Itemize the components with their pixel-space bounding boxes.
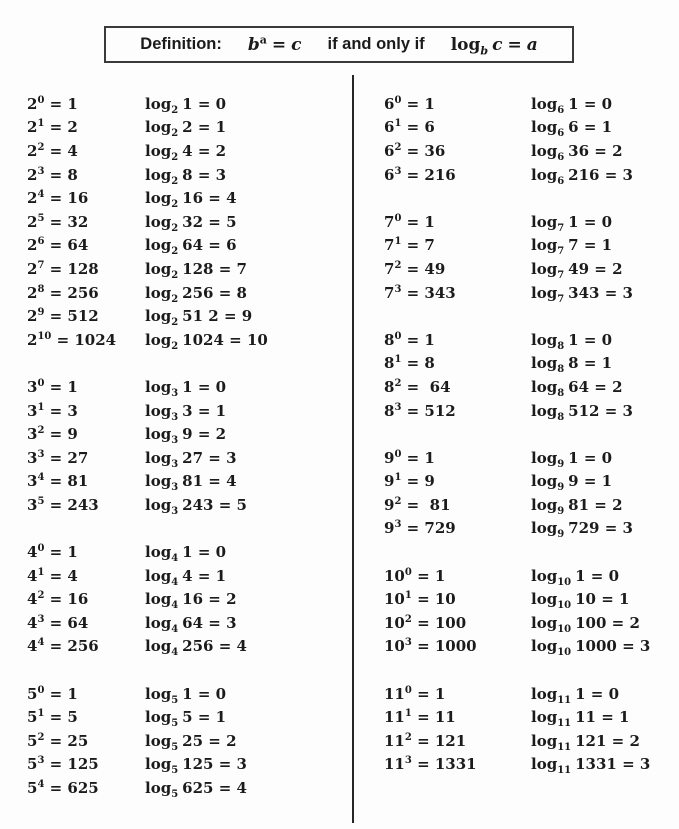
- log-equation: $\log_4 256 = 4$: [145, 637, 247, 659]
- log-equation: $\log_2 51$ 2 = 9: [145, 307, 253, 329]
- log-equation: $\log_9 729 = 3$: [531, 519, 633, 541]
- equation-row: [27, 210, 352, 234]
- equation-row: [384, 753, 679, 777]
- log-equation: $\log_6 216 = 3$: [531, 165, 633, 187]
- power-equation: $7^1 = 7$: [384, 236, 435, 255]
- power-equation: $8^0 = 1$: [384, 330, 435, 349]
- power-equation: $3^3 = 27$: [27, 448, 89, 467]
- equation-row: [384, 92, 679, 116]
- log-equation: $\log_2 128 = 7$: [145, 259, 247, 281]
- power-equation: $9^2 = 81$: [384, 495, 451, 514]
- equation-row: [27, 234, 352, 258]
- equation-row: [384, 210, 679, 234]
- equation-row: [384, 328, 679, 352]
- power-equation: $5^4 = 625$: [27, 779, 99, 798]
- equation-row: [27, 470, 352, 494]
- power-equation: $4^1 = 4$: [27, 566, 78, 585]
- power-equation: $2^3 = 8$: [27, 165, 78, 184]
- power-equation: $9^0 = 1$: [384, 448, 435, 467]
- equation-row: [27, 328, 352, 352]
- equation-row: [27, 729, 352, 753]
- power-equation: $4^0 = 1$: [27, 543, 78, 562]
- log-equation: $\log_3 243 = 5$: [145, 495, 247, 517]
- equation-row: [27, 611, 352, 635]
- log-equation: $\log_4 1 = 0$: [145, 543, 227, 565]
- log-equation: $\log_{10} 10 = 1$: [531, 590, 630, 612]
- equation-row: [384, 517, 679, 541]
- equation-row: [27, 257, 352, 281]
- equation-row: [27, 587, 352, 611]
- equation-row: [27, 281, 352, 305]
- equation-row: [384, 116, 679, 140]
- power-equation: $3^1 = 3$: [27, 401, 78, 420]
- log-equation: $\log_7 7 = 1$: [531, 236, 613, 258]
- equation-row: [384, 635, 679, 659]
- power-equation: $2^7 = 128$: [27, 259, 99, 278]
- log-equation: $\log_7 1 = 0$: [531, 212, 613, 234]
- power-equation: $10^1 = 10$: [384, 590, 456, 609]
- log-equation: $\log_3 81 = 4$: [145, 472, 237, 494]
- log-equation: $\log_2 256 = 8$: [145, 283, 247, 305]
- equation-row: [27, 446, 352, 470]
- log-equation: $\log_{11} 121 = 2$: [531, 731, 640, 753]
- power-equation: $10^3 = 1000$: [384, 637, 477, 656]
- log-argument: c: [492, 34, 503, 55]
- power-equation: $9^1 = 9$: [384, 472, 435, 491]
- equation-row: [384, 564, 679, 588]
- equation-row: [27, 92, 352, 116]
- power-equation: $11^0 = 1$: [384, 684, 446, 703]
- power-formula: [247, 32, 302, 55]
- log-equation: $\log_{11} 1331 = 3$: [531, 755, 651, 777]
- log-equation: $\log_2 32 = 5$: [145, 212, 237, 234]
- log-equation: $\log_{11} 11 = 1$: [531, 708, 630, 730]
- equation-row: [27, 776, 352, 800]
- power-equation: $2^6 = 64$: [27, 236, 89, 255]
- equation-row: [384, 682, 679, 706]
- log-equation: $\log_2 64 = 6$: [145, 236, 237, 258]
- log-equation: $\log_{10} 100 = 2$: [531, 613, 640, 635]
- power-equation: $8^2 = 64$: [384, 377, 451, 396]
- left-column: [0, 75, 352, 823]
- right-column: [354, 75, 679, 823]
- equation-row: [27, 163, 352, 187]
- equation-row: [27, 139, 352, 163]
- log-equation: $\log_8 64 = 2$: [531, 377, 623, 399]
- equation-row: [384, 163, 679, 187]
- equation-row: [384, 446, 679, 470]
- power-equation: $2^1 = 2$: [27, 118, 78, 137]
- log-equation: $\log_{10} 1 = 0$: [531, 566, 620, 588]
- equation-row: [384, 705, 679, 729]
- equation-row: [27, 635, 352, 659]
- power-equation: $11^3 = 1331$: [384, 755, 477, 774]
- log-equation: $\log_6 36 = 2$: [531, 141, 623, 163]
- equation-row: [384, 611, 679, 635]
- equation-row: [384, 352, 679, 376]
- log-equation: $\log_{11} 1 = 0$: [531, 684, 620, 706]
- log-equation: $\log_{10} 1000 = 3$: [531, 637, 651, 659]
- log-equation: $\log_3 1 = 0$: [145, 377, 227, 399]
- power-equation: $4^4 = 256$: [27, 637, 99, 656]
- equals-sign: =: [271, 34, 287, 55]
- equation-row: [384, 587, 679, 611]
- equation-row: [384, 257, 679, 281]
- power-equation: $5^1 = 5$: [27, 708, 78, 727]
- power-equation: $9^3 = 729$: [384, 519, 456, 538]
- log-equation: $\log_4 4 = 1$: [145, 566, 227, 588]
- power-equation: $5^3 = 125$: [27, 755, 99, 774]
- log-value: a: [526, 34, 538, 55]
- equation-row: [27, 422, 352, 446]
- log-equation: $\log_5 625 = 4$: [145, 779, 247, 801]
- equation-row: [27, 375, 352, 399]
- power-value: c: [291, 34, 302, 55]
- power-equation: $3^2 = 9$: [27, 425, 78, 444]
- log-equation: $\log_5 1 = 0$: [145, 684, 227, 706]
- power-equation: $4^2 = 16$: [27, 590, 89, 609]
- log-equation: $\log_5 125 = 3$: [145, 755, 247, 777]
- equation-row: [27, 705, 352, 729]
- power-equation: $7^2 = 49$: [384, 259, 446, 278]
- power-equation: $10^0 = 1$: [384, 566, 446, 585]
- log-word: log: [450, 34, 481, 55]
- log-equation: $\log_3 27 = 3$: [145, 448, 237, 470]
- equation-row: [27, 540, 352, 564]
- power-equation: $6^2 = 36$: [384, 141, 446, 160]
- power-equation: $6^3 = 216$: [384, 165, 456, 184]
- power-equation: $8^1 = 8$: [384, 354, 435, 373]
- equation-row: [27, 493, 352, 517]
- equation-row: [27, 399, 352, 423]
- equation-row: [384, 234, 679, 258]
- log-equation: $\log_3 3 = 1$: [145, 401, 227, 423]
- log-equation: $\log_2 1 = 0$: [145, 94, 227, 116]
- log-equation: $\log_6 6 = 1$: [531, 118, 613, 140]
- power-equation: $6^0 = 1$: [384, 94, 435, 113]
- power-equation: $3^4 = 81$: [27, 472, 89, 491]
- log-equation: $\log_9 1 = 0$: [531, 448, 613, 470]
- log-equation: $\log_5 5 = 1$: [145, 708, 227, 730]
- log-table: [0, 75, 679, 823]
- equation-row: [384, 281, 679, 305]
- definition-box: [104, 26, 574, 63]
- power-equation: $2^2 = 4$: [27, 141, 78, 160]
- equation-row: [27, 564, 352, 588]
- log-equation: $\log_7 343 = 3$: [531, 283, 633, 305]
- power-equation: $7^3 = 343$: [384, 283, 456, 302]
- power-equation: $2^{10} = 1024$: [27, 330, 117, 349]
- power-equation: $3^0 = 1$: [27, 377, 78, 396]
- power-equation: $11^2 = 121$: [384, 731, 467, 750]
- power-equation: $4^3 = 64$: [27, 613, 89, 632]
- equation-row: [27, 753, 352, 777]
- log-equation: $\log_5 25 = 2$: [145, 731, 237, 753]
- log-equation: $\log_2 2 = 1$: [145, 118, 227, 140]
- log-equation: $\log_9 81 = 2$: [531, 495, 623, 517]
- power-equation: $6^1 = 6$: [384, 118, 435, 137]
- power-equation: $11^1 = 11$: [384, 708, 456, 727]
- power-equation: $5^2 = 25$: [27, 731, 89, 750]
- power-equation: $3^5 = 243$: [27, 495, 99, 514]
- power-equation: $7^0 = 1$: [384, 212, 435, 231]
- equation-row: [384, 493, 679, 517]
- power-equation: $2^9 = 512$: [27, 307, 99, 326]
- equation-row: [384, 470, 679, 494]
- log-equation: $\log_6 1 = 0$: [531, 94, 613, 116]
- log-equation: $\log_8 8 = 1$: [531, 354, 613, 376]
- log-equation: $\log_3 9 = 2$: [145, 425, 227, 447]
- log-equation: $\log_9 9 = 1$: [531, 472, 613, 494]
- power-base: b: [247, 34, 260, 55]
- log-equation: $\log_2 16 = 4$: [145, 189, 237, 211]
- equals-sign: =: [507, 34, 522, 55]
- equation-row: [27, 304, 352, 328]
- power-equation: $2^0 = 1$: [27, 94, 78, 113]
- log-equation: $\log_2 8 = 3$: [145, 165, 227, 187]
- equation-row: [384, 139, 679, 163]
- log-formula: [451, 35, 538, 55]
- power-equation: $2^8 = 256$: [27, 283, 99, 302]
- equation-row: [384, 375, 679, 399]
- equation-row: [384, 729, 679, 753]
- power-exponent: a: [259, 32, 267, 46]
- log-equation: $\log_4 64 = 3$: [145, 613, 237, 635]
- log-equation: $\log_2 1024 = 10$: [145, 330, 268, 352]
- definition-label: Definition:: [140, 35, 222, 53]
- definition-connector: if and only if: [327, 35, 425, 53]
- power-equation: $8^3 = 512$: [384, 401, 456, 420]
- log-equation: $\log_2 4 = 2$: [145, 141, 227, 163]
- log-base: b: [480, 43, 489, 57]
- power-equation: $2^5 = 32$: [27, 212, 89, 231]
- equation-row: [27, 116, 352, 140]
- log-equation: $\log_7 49 = 2$: [531, 259, 623, 281]
- equation-row: [27, 186, 352, 210]
- log-equation: $\log_8 512 = 3$: [531, 401, 633, 423]
- power-equation: $10^2 = 100$: [384, 613, 467, 632]
- equation-row: [384, 399, 679, 423]
- equation-row: [27, 682, 352, 706]
- log-equation: $\log_4 16 = 2$: [145, 590, 237, 612]
- power-equation: $5^0 = 1$: [27, 684, 78, 703]
- log-equation: $\log_8 1 = 0$: [531, 330, 613, 352]
- power-equation: $2^4 = 16$: [27, 189, 89, 208]
